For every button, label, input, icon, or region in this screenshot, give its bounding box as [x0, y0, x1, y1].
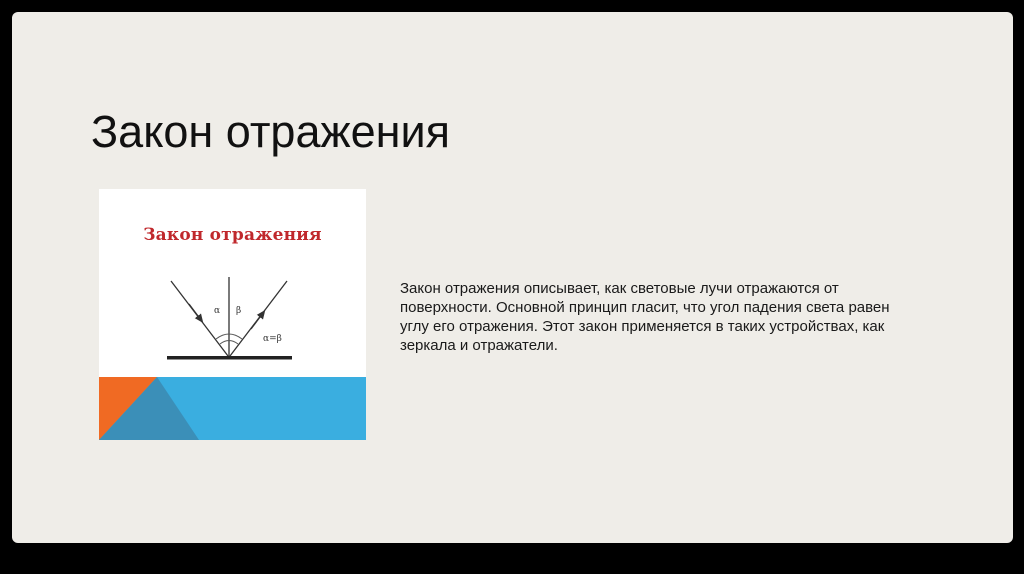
- diagram-heading: Закон отражения: [143, 225, 322, 245]
- reflected-ray-arrow: [251, 313, 263, 329]
- reflection-diagram-image: [99, 189, 366, 440]
- equation-label: α=β: [263, 334, 282, 344]
- slide: [12, 12, 1013, 543]
- slide-body-text: Закон отражения описывает, как световые лучи отражаются от поверхности. Основной принцип гласит, что угол падения света равен углу его отражения. Этот закон применяется в таких устройствах, как зеркала и отражатели.: [400, 280, 890, 354]
- angle-alpha-label: α: [214, 306, 221, 316]
- incident-ray-arrow: [189, 304, 201, 320]
- mirror-surface: [167, 356, 292, 360]
- slide-title: Закон отражения: [91, 106, 450, 157]
- angle-beta-label: β: [236, 306, 242, 316]
